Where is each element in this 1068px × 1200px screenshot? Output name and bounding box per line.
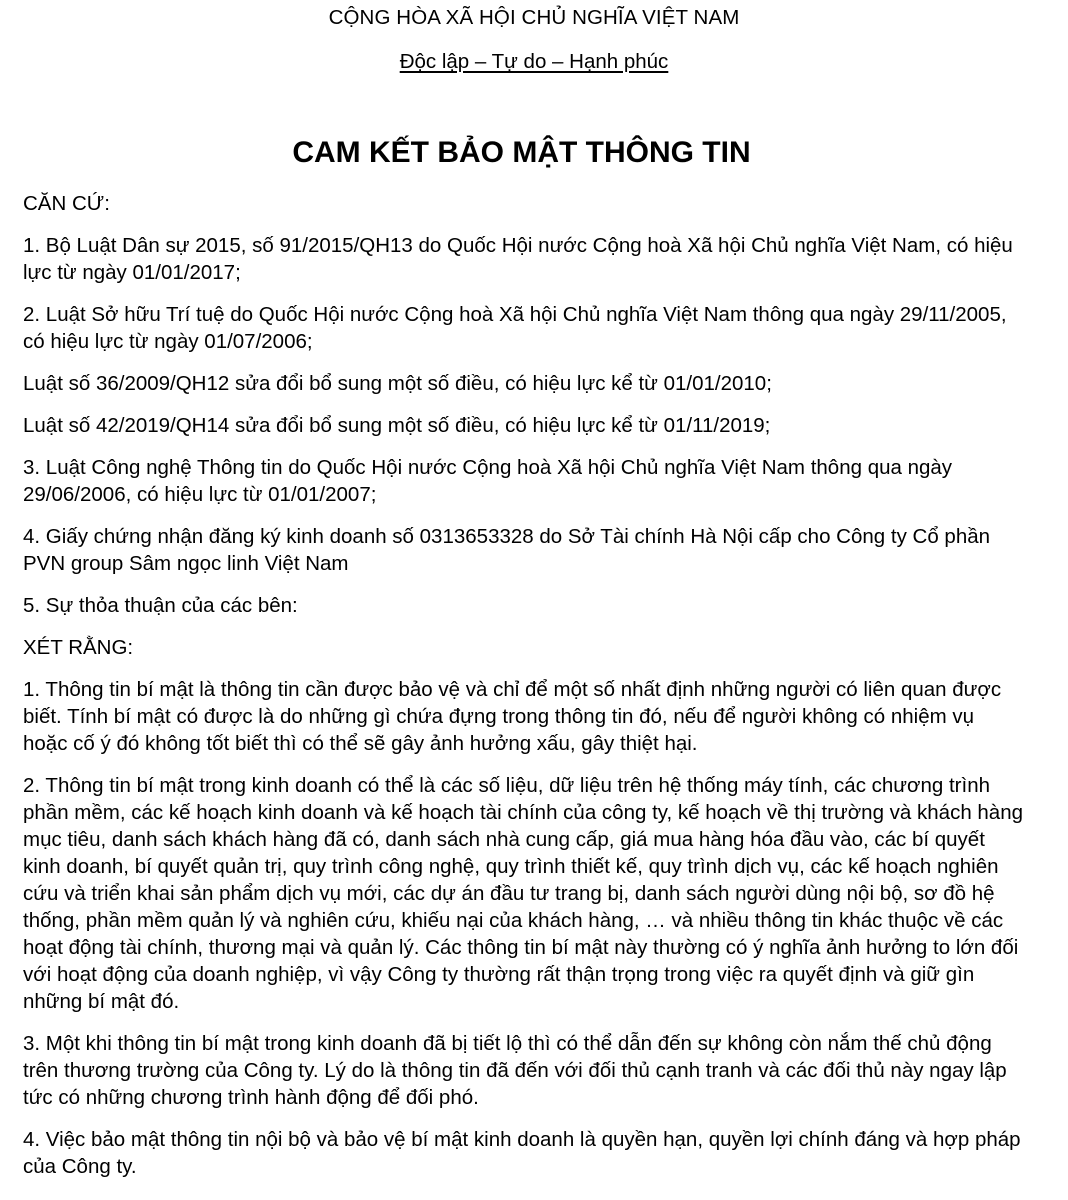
paragraph-basis-4: 4. Giấy chứng nhận đăng ký kinh doanh số 0313653328 do Sở Tài chính Hà Nội cấp cho Công ty Cổ phần PVN group Sâm ngọc linh Việt Nam [23, 525, 991, 575]
paragraph-consider-4: 4. Việc bảo mật thông tin nội bộ và bảo vệ bí mật kinh doanh là quyền hạn, quyền lợi chính đáng và hợp pháp của Công ty. [23, 1128, 1021, 1178]
nation-header: CỘNG HÒA XÃ HỘI CHỦ NGHĨA VIỆT NAM [328, 6, 740, 29]
section-heading-xet-rang: XÉT RẰNG: [23, 636, 134, 659]
motto-text: Độc lập – Tự do – Hạnh phúc [399, 50, 669, 73]
document-body [23, 190, 1023, 1195]
paragraph-consider-3: 3. Một khi thông tin bí mật trong kinh doanh đã bị tiết lộ thì có thể dẫn đến sự không còn nắm thế chủ động trên thương trường của Công ty. Lý do là thông tin đã đến với đối thủ cạnh tranh và các đối thủ này ngay lập tức có những chương trình hành động để đối phó. [23, 1032, 1007, 1109]
paragraph-basis-5: 5. Sự thỏa thuận của các bên: [23, 594, 298, 617]
paragraph-consider-2: 2. Thông tin bí mật trong kinh doanh có thể là các số liệu, dữ liệu trên hệ thống máy tính, các chương trình phần mềm, các kế hoạch kinh doanh và kế hoạch tài chính của công ty, kế hoạch về thị trường và khách hàng mục tiêu, danh sách khách hàng đã có, danh sách nhà cung cấp, giá mua hàng hóa đầu vào, các bí quyết kinh doanh, bí quyết quản trị, quy trình công nghệ, quy trình thiết kế, quy trình dịch vụ, các kế hoạch nghiên cứu và triển khai sản phẩm dịch vụ mới, các dự án đầu tư trang bị, danh sách người dùng nội bộ, sơ đồ hệ thống, phần mềm quản lý và nghiên cứu, khiếu nại của khách hàng, … và nhiều thông tin khác thuộc về các hoạt động tài chính, thương mại và quản lý. Các thông tin bí mật này thường có ý nghĩa ảnh hưởng to lớn đối với hoạt động của doanh nghiệp, vì vậy Công ty thường rất thận trọng trong việc ra quyết định và giữ gìn những bí mật đó. [23, 774, 1024, 1013]
paragraph-basis-2a: Luật số 36/2009/QH12 sửa đổi bổ sung một số điều, có hiệu lực kể từ 01/01/2010; [23, 372, 772, 395]
paragraph-consider-1: 1. Thông tin bí mật là thông tin cần được bảo vệ và chỉ để một số nhất định những người có liên quan được biết. Tính bí mật có được là do những gì chứa đựng trong thông tin đó, nếu để người không có nhiệm vụ hoặc cố ý đó không tốt biết thì có thể sẽ gây ảnh hưởng xấu, gây thiệt hại. [23, 678, 1002, 755]
motto-header [0, 50, 1068, 74]
paragraph-basis-2: 2. Luật Sở hữu Trí tuệ do Quốc Hội nước Cộng hoà Xã hội Chủ nghĩa Việt Nam thông qua ngày 29/11/2005, có hiệu lực từ ngày 01/07/2006; [23, 303, 1007, 353]
paragraph-basis-3: 3. Luật Công nghệ Thông tin do Quốc Hội nước Cộng hoà Xã hội Chủ nghĩa Việt Nam thông qua ngày 29/06/2006, có hiệu lực từ 01/01/2007; [23, 456, 953, 506]
section-heading-can-cu: CĂN CỨ: [23, 192, 110, 215]
paragraph-basis-2b: Luật số 42/2019/QH14 sửa đổi bổ sung một số điều, có hiệu lực kể từ 01/11/2019; [23, 414, 771, 437]
document-title: CAM KẾT BẢO MẬT THÔNG TIN [292, 136, 751, 169]
paragraph-basis-1: 1. Bộ Luật Dân sự 2015, số 91/2015/QH13 do Quốc Hội nước Cộng hoà Xã hội Chủ nghĩa Việt Nam, có hiệu lực từ ngày 01/01/2017; [23, 234, 1013, 284]
